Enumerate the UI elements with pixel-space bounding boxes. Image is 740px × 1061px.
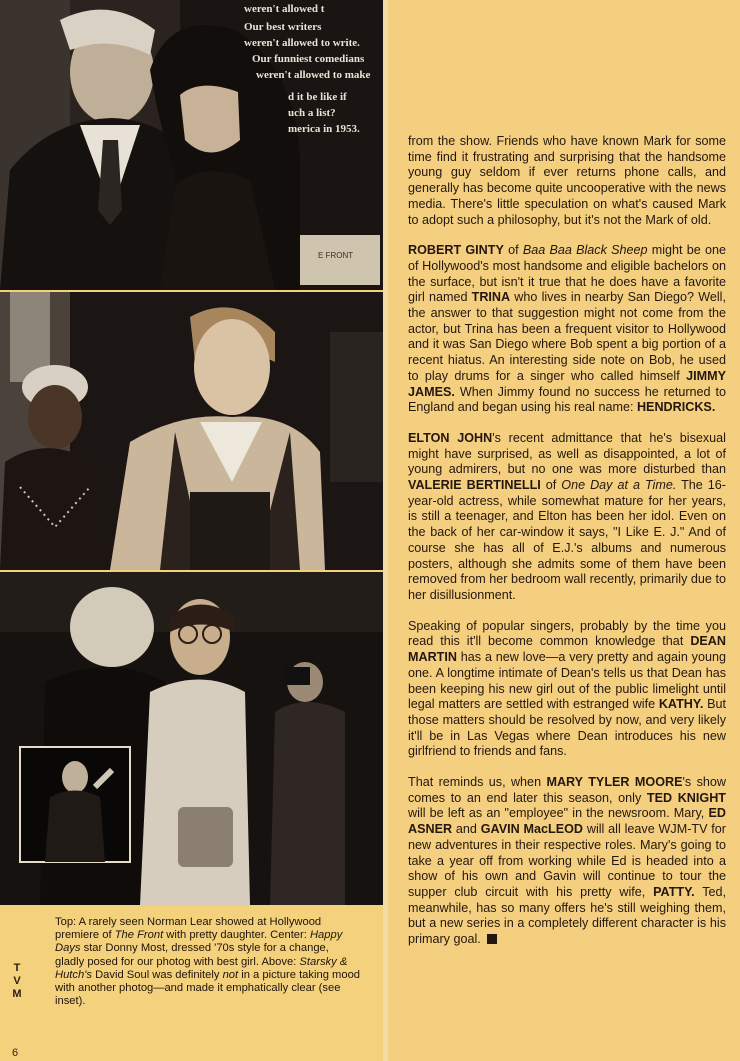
photo-norman-lear-and-daughter [0, 0, 383, 290]
folio-letter: V [13, 975, 21, 987]
photo-david-soul [0, 572, 383, 905]
end-of-article-mark [487, 934, 497, 944]
svg-text:uch a list?: uch a list? [288, 107, 336, 119]
svg-text:weren't allowed to make: weren't allowed to make [256, 69, 371, 81]
article-paragraph: Speaking of popular singers, probably by the time you read this it'll become common knowledge that DEAN MARTIN has a new love—a very pretty and again young one. A longtime intimate of Dean's tells us that Dean has been keeping his new girl out of the public limelight until legal matters are settled with estranged wife KATHY. But those matters should be resolved by now, and very likely it'll be in Las Vegas where Dean introduces his new girlfriend to friends and fans. [408, 618, 727, 759]
svg-text:weren't allowed to write.: weren't allowed to write. [244, 37, 360, 49]
article-column [408, 134, 726, 963]
svg-text:weren't allowed t: weren't allowed t [244, 3, 325, 15]
photo-donny-most-with-girl [0, 292, 383, 570]
article-paragraph: ELTON JOHN's recent admittance that he's bisexual might have surprised, as well as disappointed, a lot of young admirers, but no one was more disturbed than VALERIE BERTINELLI of One Day at a Time. The 16-year-old actress, while somewhat mature for her years, is still a teenager, and Elton has been her idol. Even on the back of her car-window it says, "I Like E. J." And of course she has all of E.J.'s albums and numerous posters, although she admits some of them have been removed from her bedroom wall recently, primarily due to her disillusionment. [408, 430, 726, 602]
svg-text:Our funniest comedians: Our funniest comedians [252, 53, 365, 65]
photo-caption: Top: A rarely seen Norman Lear showed at Hollywood premiere of The Front with pretty daughter. Center: Happy Days star Donny Most, dressed '70s style for a change, gladly posed for our photog with best girl. Above: Starsky & Hutch's David Soul was definitely not in a picture taking mood with another photog—and made it emphatically clear (see inset). [55, 916, 361, 1008]
folio-tvm [10, 962, 24, 1001]
svg-text:merica in 1953.: merica in 1953. [288, 123, 360, 135]
svg-text:E FRONT: E FRONT [318, 251, 354, 260]
article-paragraph: ROBERT GINTY of Baa Baa Black Sheep might be one of Hollywood's most handsome and eligible bachelors on the surface, but isn't it true that he does have a favorite girl named TRINA who lives in nearby San Diego? Well, the answer to that suggestion might not come from the actor, but Trina has been a frequent visitor to Hollywood and it was San Diego where Bob spent a big portion of a recent hiatus. An interesting side note on Bob, he used to play drums for a singer who called himself JIMMY JAMES. When Jimmy found no success he returned to England and began using his real name: HENDRICKS. [408, 243, 726, 415]
article-paragraph: from the show. Friends who have known Mark for some time find it frustrating and surprising that the handsome young guy seldom if ever returns phone calls, and generally has become quite uncooperative with the news media. There's little speculation on what's caused Mark to adopt such a philosophy, but it's not the Mark of old. [408, 134, 726, 227]
svg-text:d it be like if: d it be like if [288, 91, 347, 103]
page-number: 6 [12, 1047, 19, 1059]
folio-letter: M [12, 988, 22, 1000]
folio-letter: T [13, 962, 21, 974]
svg-text:Our best writers: Our best writers [244, 21, 322, 33]
column-divider [383, 0, 388, 1061]
article-paragraph: That reminds us, when MARY TYLER MOORE's show comes to an end later this season, only TED KNIGHT will be left as an "employee" in the newsroom. Mary, ED ASNER and GAVIN MacLEOD will all leave WJM-TV for new adventures in their respective roles. Mary's going to take a year off from working while Ed is headed into a show of his own and Gavin will continue to tour the supper club circuit with his pretty wife, PATTY. Ted, meanwhile, has so many offers he's still weighing them, but a new series in a completely different character is his primary goal. [408, 775, 727, 947]
